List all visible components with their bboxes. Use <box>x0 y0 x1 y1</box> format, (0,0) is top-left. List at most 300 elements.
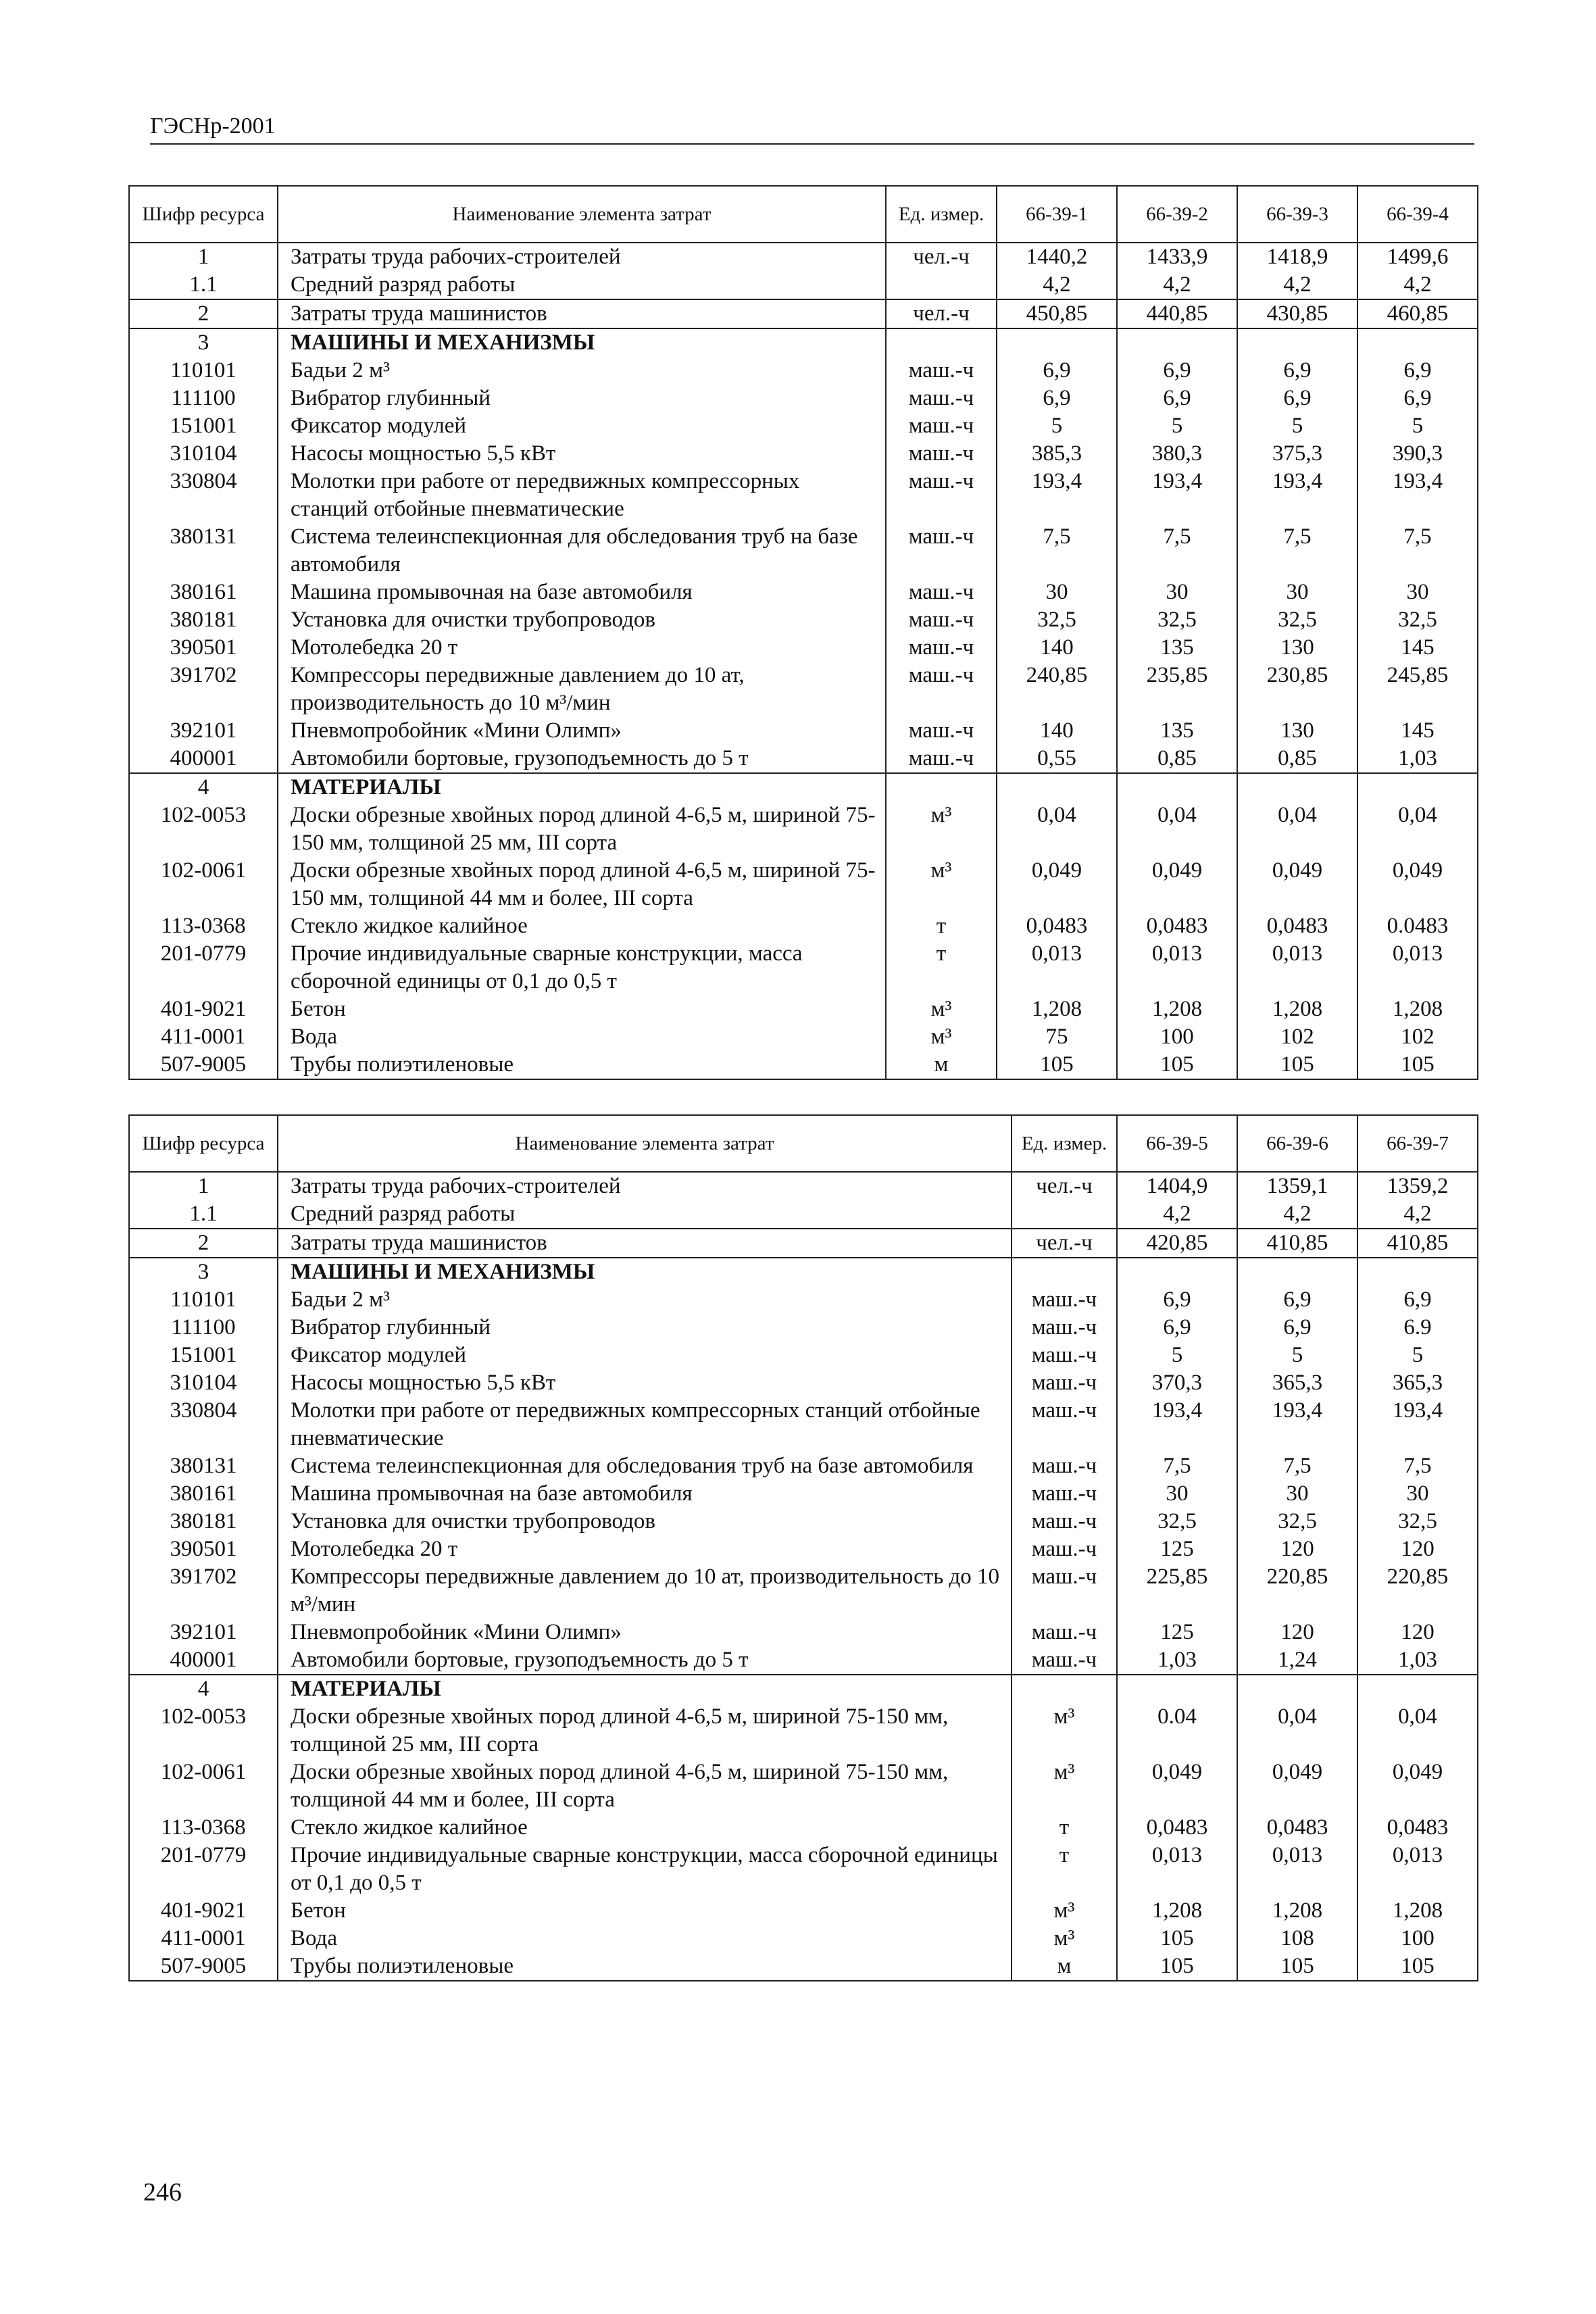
table-row <box>129 328 1478 357</box>
cost-element-name: Стекло жидкое калийное <box>278 1814 1012 1842</box>
norm-value: 1,208 <box>1237 1897 1357 1925</box>
unit-of-measure: м <box>886 1051 997 1079</box>
norm-value: 30 <box>1117 578 1237 606</box>
resource-code: 110101 <box>129 1286 278 1314</box>
norm-value: 30 <box>1357 1480 1478 1508</box>
resource-code: 330804 <box>129 468 278 523</box>
norm-value: 32,5 <box>997 606 1117 634</box>
cost-element-name: Бетон <box>278 995 886 1023</box>
norm-value <box>997 773 1117 802</box>
column-header: Наименование элемента затрат <box>278 1115 1012 1172</box>
resource-code: 111100 <box>129 1314 278 1341</box>
norm-value: 0,049 <box>1357 1758 1478 1814</box>
norm-value: 135 <box>1117 717 1237 745</box>
norm-value <box>1357 328 1478 357</box>
resource-code: 310104 <box>129 440 278 468</box>
norm-value: 5 <box>1357 1341 1478 1369</box>
resource-code: 201-0779 <box>129 940 278 995</box>
unit-of-measure: м³ <box>1012 1758 1117 1814</box>
column-header: 66-39-3 <box>1237 186 1357 243</box>
resource-code: 390501 <box>129 634 278 662</box>
column-header: 66-39-6 <box>1237 1115 1357 1172</box>
table-row <box>129 1229 1478 1258</box>
norm-value: 0,85 <box>1117 745 1237 773</box>
cost-element-name: МАШИНЫ И МЕХАНИЗМЫ <box>278 1258 1012 1286</box>
norm-value: 30 <box>997 578 1117 606</box>
unit-of-measure: т <box>1012 1842 1117 1897</box>
norm-value: 1,208 <box>1117 995 1237 1023</box>
unit-of-measure <box>1012 1675 1117 1703</box>
unit-of-measure <box>886 773 997 802</box>
resource-code: 392101 <box>129 1619 278 1646</box>
unit-of-measure: м³ <box>1012 1897 1117 1925</box>
table-row <box>129 271 1478 299</box>
norm-value: 0,04 <box>1357 802 1478 857</box>
unit-of-measure: маш.-ч <box>886 523 997 578</box>
header-divider <box>150 143 1474 145</box>
unit-of-measure: маш.-ч <box>1012 1619 1117 1646</box>
norm-value: 0,04 <box>1237 1703 1357 1758</box>
norm-value: 5 <box>1117 1341 1237 1369</box>
cost-element-name: Фиксатор модулей <box>278 412 886 440</box>
norm-value: 1,208 <box>1357 995 1478 1023</box>
cost-element-name: Затраты труда машинистов <box>278 299 886 328</box>
norm-value: 6,9 <box>1117 1286 1237 1314</box>
norm-value: 0,0483 <box>1237 1814 1357 1842</box>
norm-value: 0,049 <box>1237 857 1357 912</box>
resource-code: 391702 <box>129 1563 278 1619</box>
norm-value: 7,5 <box>1117 523 1237 578</box>
table-header-row <box>129 186 1478 243</box>
norm-value: 4,2 <box>1237 271 1357 299</box>
norm-value: 100 <box>1357 1925 1478 1952</box>
column-header: Шифр ресурса <box>129 1115 278 1172</box>
table-row <box>129 1200 1478 1229</box>
norm-value: 0,049 <box>1357 857 1478 912</box>
norm-value: 108 <box>1237 1925 1357 1952</box>
unit-of-measure: т <box>1012 1814 1117 1842</box>
norm-value: 120 <box>1237 1535 1357 1563</box>
unit-of-measure: м³ <box>1012 1925 1117 1952</box>
resource-code: 113-0368 <box>129 912 278 940</box>
cost-element-name: Система телеинспекционная для обследования труб на базе автомобиля <box>278 1452 1012 1480</box>
norm-value: 385,3 <box>997 440 1117 468</box>
norm-value: 1404,9 <box>1117 1172 1237 1200</box>
resource-code: 201-0779 <box>129 1842 278 1897</box>
norm-value: 0,04 <box>1117 802 1237 857</box>
norm-value: 140 <box>997 634 1117 662</box>
norm-value: 1418,9 <box>1237 243 1357 271</box>
norm-value: 6,9 <box>1117 1314 1237 1341</box>
resource-code: 1.1 <box>129 1200 278 1229</box>
resource-code: 1.1 <box>129 271 278 299</box>
norm-value: 440,85 <box>1117 299 1237 328</box>
norm-value: 460,85 <box>1357 299 1478 328</box>
resource-code: 401-9021 <box>129 1897 278 1925</box>
cost-element-name: Затраты труда рабочих-строителей <box>278 1172 1012 1200</box>
norm-value: 135 <box>1117 634 1237 662</box>
norm-value: 6,9 <box>1357 357 1478 385</box>
norm-value: 0,049 <box>997 857 1117 912</box>
norm-value: 7,5 <box>1117 1452 1237 1480</box>
cost-element-name: Вода <box>278 1023 886 1051</box>
norm-value: 1,208 <box>997 995 1117 1023</box>
cost-element-name: Молотки при работе от передвижных компрессорных станций отбойные пневматические <box>278 468 886 523</box>
resource-code: 110101 <box>129 357 278 385</box>
table-row <box>129 1369 1478 1397</box>
table-row <box>129 662 1478 717</box>
norm-value: 410,85 <box>1237 1229 1357 1258</box>
norm-value: 193,4 <box>1117 468 1237 523</box>
table-row <box>129 912 1478 940</box>
norm-value: 430,85 <box>1237 299 1357 328</box>
cost-element-name: Доски обрезные хвойных пород длиной 4-6,5 м, шириной 75-150 мм, толщиной 25 мм, III сорта <box>278 802 886 857</box>
norm-value: 193,4 <box>997 468 1117 523</box>
resource-code: 102-0061 <box>129 857 278 912</box>
norm-value: 6,9 <box>1237 1286 1357 1314</box>
table-row <box>129 995 1478 1023</box>
norm-value: 6,9 <box>997 357 1117 385</box>
cost-element-name: Бадьи 2 м³ <box>278 1286 1012 1314</box>
norm-value: 1,24 <box>1237 1646 1357 1675</box>
column-header: 66-39-1 <box>997 186 1117 243</box>
resource-code: 151001 <box>129 1341 278 1369</box>
norm-value: 105 <box>1237 1952 1357 1981</box>
cost-element-name: Вибратор глубинный <box>278 385 886 412</box>
norm-value: 1359,1 <box>1237 1172 1357 1200</box>
table-row <box>129 1452 1478 1480</box>
cost-element-name: Мотолебедка 20 т <box>278 634 886 662</box>
norm-value: 0,0483 <box>997 912 1117 940</box>
table-row <box>129 1508 1478 1535</box>
table-row <box>129 1341 1478 1369</box>
resource-code: 4 <box>129 1675 278 1703</box>
table-row <box>129 1675 1478 1703</box>
resource-code: 2 <box>129 1229 278 1258</box>
table-row <box>129 299 1478 328</box>
norm-value: 390,3 <box>1357 440 1478 468</box>
norm-value: 0,013 <box>1237 940 1357 995</box>
table-row <box>129 1258 1478 1286</box>
table-row <box>129 1023 1478 1051</box>
resource-code: 1 <box>129 243 278 271</box>
resource-code: 392101 <box>129 717 278 745</box>
cost-element-name: Автомобили бортовые, грузоподъемность до 5 т <box>278 745 886 773</box>
unit-of-measure: маш.-ч <box>1012 1646 1117 1675</box>
column-header: 66-39-4 <box>1357 186 1478 243</box>
norm-value: 4,2 <box>1237 1200 1357 1229</box>
norm-value: 7,5 <box>1237 1452 1357 1480</box>
norm-value: 365,3 <box>1237 1369 1357 1397</box>
norm-value: 145 <box>1357 717 1478 745</box>
norm-value: 220,85 <box>1237 1563 1357 1619</box>
table-row <box>129 1925 1478 1952</box>
norm-value: 6,9 <box>997 385 1117 412</box>
cost-element-name: Компрессоры передвижные давлением до 10 ат, производительность до 10 м³/мин <box>278 1563 1012 1619</box>
table-row <box>129 1842 1478 1897</box>
unit-of-measure: маш.-ч <box>886 440 997 468</box>
norm-value: 6,9 <box>1357 1286 1478 1314</box>
norm-value: 6,9 <box>1117 357 1237 385</box>
unit-of-measure: маш.-ч <box>886 662 997 717</box>
norm-value: 5 <box>997 412 1117 440</box>
cost-element-name: Средний разряд работы <box>278 1200 1012 1229</box>
norm-value: 6.9 <box>1357 1314 1478 1341</box>
table-row <box>129 1286 1478 1314</box>
unit-of-measure: м³ <box>1012 1703 1117 1758</box>
norm-value: 1,208 <box>1357 1897 1478 1925</box>
norm-value <box>1117 773 1237 802</box>
norm-value: 105 <box>1117 1952 1237 1981</box>
norm-value <box>1237 328 1357 357</box>
unit-of-measure: маш.-ч <box>886 606 997 634</box>
cost-element-name: Автомобили бортовые, грузоподъемность до 5 т <box>278 1646 1012 1675</box>
resource-code: 380161 <box>129 578 278 606</box>
norm-value: 1359,2 <box>1357 1172 1478 1200</box>
norm-value: 193,4 <box>1237 468 1357 523</box>
table-row <box>129 385 1478 412</box>
table-row <box>129 243 1478 271</box>
norm-value: 125 <box>1117 1535 1237 1563</box>
norm-value: 105 <box>1117 1051 1237 1079</box>
table-row <box>129 802 1478 857</box>
table-row <box>129 1480 1478 1508</box>
resource-code: 4 <box>129 773 278 802</box>
norm-value: 102 <box>1237 1023 1357 1051</box>
norm-value: 220,85 <box>1357 1563 1478 1619</box>
norm-value: 0,0483 <box>1357 1814 1478 1842</box>
cost-element-name: Средний разряд работы <box>278 271 886 299</box>
unit-of-measure: т <box>886 940 997 995</box>
norm-value: 30 <box>1357 578 1478 606</box>
norm-value: 6,9 <box>1117 385 1237 412</box>
norm-value: 6,9 <box>1237 385 1357 412</box>
resource-code: 3 <box>129 328 278 357</box>
norm-value: 4,2 <box>997 271 1117 299</box>
unit-of-measure: маш.-ч <box>1012 1452 1117 1480</box>
column-header: 66-39-5 <box>1117 1115 1237 1172</box>
unit-of-measure: маш.-ч <box>1012 1397 1117 1452</box>
resource-code: 330804 <box>129 1397 278 1452</box>
cost-element-name: Доски обрезные хвойных пород длиной 4-6,5 м, шириной 75-150 мм, толщиной 44 мм и более, III сорта <box>278 857 886 912</box>
cost-element-name: Машина промывочная на базе автомобиля <box>278 1480 1012 1508</box>
norm-value: 102 <box>1357 1023 1478 1051</box>
unit-of-measure: м³ <box>886 802 997 857</box>
norm-value: 32,5 <box>1357 1508 1478 1535</box>
cost-element-name: Вода <box>278 1925 1012 1952</box>
cost-element-name: Система телеинспекционная для обследования труб на базе автомобиля <box>278 523 886 578</box>
norm-value: 0,04 <box>997 802 1117 857</box>
cost-element-name: Затраты труда машинистов <box>278 1229 1012 1258</box>
unit-of-measure <box>886 328 997 357</box>
cost-element-name: МАТЕРИАЛЫ <box>278 1675 1012 1703</box>
resource-code: 411-0001 <box>129 1023 278 1051</box>
norm-value: 120 <box>1237 1619 1357 1646</box>
norm-value: 365,3 <box>1357 1369 1478 1397</box>
unit-of-measure: маш.-ч <box>1012 1314 1117 1341</box>
norm-value: 0,0483 <box>1237 912 1357 940</box>
unit-of-measure: маш.-ч <box>886 634 997 662</box>
unit-of-measure: чел.-ч <box>1012 1172 1117 1200</box>
resource-code: 1 <box>129 1172 278 1200</box>
unit-of-measure: т <box>886 912 997 940</box>
table-row <box>129 1397 1478 1452</box>
cost-element-name: Машина промывочная на базе автомобиля <box>278 578 886 606</box>
norm-value: 7,5 <box>1357 1452 1478 1480</box>
cost-element-name: Молотки при работе от передвижных компрессорных станций отбойные пневматические <box>278 1397 1012 1452</box>
norm-value: 5 <box>1237 1341 1357 1369</box>
unit-of-measure: чел.-ч <box>1012 1229 1117 1258</box>
norm-value: 375,3 <box>1237 440 1357 468</box>
norm-value: 32,5 <box>1117 1508 1237 1535</box>
table-row <box>129 1897 1478 1925</box>
table-row <box>129 357 1478 385</box>
unit-of-measure <box>886 271 997 299</box>
norm-value: 0,013 <box>1117 940 1237 995</box>
norm-value: 235,85 <box>1117 662 1237 717</box>
norm-value: 370,3 <box>1117 1369 1237 1397</box>
column-header: Ед. измер. <box>1012 1115 1117 1172</box>
norm-value: 4,2 <box>1357 1200 1478 1229</box>
table-header-row <box>129 1115 1478 1172</box>
norm-value: 120 <box>1357 1535 1478 1563</box>
resource-code: 401-9021 <box>129 995 278 1023</box>
cost-element-name: Трубы полиэтиленовые <box>278 1051 886 1079</box>
table-row <box>129 1172 1478 1200</box>
cost-element-name: Пневмопробойник «Мини Олимп» <box>278 1619 1012 1646</box>
table-row <box>129 468 1478 523</box>
table-row <box>129 440 1478 468</box>
norm-value: 450,85 <box>997 299 1117 328</box>
norm-value: 32,5 <box>1237 1508 1357 1535</box>
norm-value: 1,03 <box>1117 1646 1237 1675</box>
column-header: Ед. измер. <box>886 186 997 243</box>
cost-element-name: Насосы мощностью 5,5 кВт <box>278 440 886 468</box>
norm-value: 75 <box>997 1023 1117 1051</box>
unit-of-measure: маш.-ч <box>1012 1480 1117 1508</box>
norm-value: 105 <box>1237 1051 1357 1079</box>
norm-value: 140 <box>997 717 1117 745</box>
unit-of-measure <box>1012 1200 1117 1229</box>
norm-value: 105 <box>1357 1952 1478 1981</box>
table-row <box>129 1703 1478 1758</box>
norm-value: 0,013 <box>1357 940 1478 995</box>
cost-element-name: МАТЕРИАЛЫ <box>278 773 886 802</box>
norm-value: 7,5 <box>997 523 1117 578</box>
cost-element-name: Затраты труда рабочих-строителей <box>278 243 886 271</box>
table-row <box>129 606 1478 634</box>
norm-value: 0,049 <box>1117 857 1237 912</box>
cost-element-name: Бетон <box>278 1897 1012 1925</box>
unit-of-measure: маш.-ч <box>886 412 997 440</box>
norm-value: 1,03 <box>1357 745 1478 773</box>
unit-of-measure: маш.-ч <box>1012 1286 1117 1314</box>
norm-value: 410,85 <box>1357 1229 1478 1258</box>
resource-code: 380131 <box>129 523 278 578</box>
norm-value <box>1357 773 1478 802</box>
norm-value: 0,013 <box>1357 1842 1478 1897</box>
norm-value: 30 <box>1237 578 1357 606</box>
norm-value <box>1117 1258 1237 1286</box>
table-row <box>129 745 1478 773</box>
resource-code: 390501 <box>129 1535 278 1563</box>
cost-element-name: Вибратор глубинный <box>278 1314 1012 1341</box>
norm-value: 0.0483 <box>1357 912 1478 940</box>
cost-element-name: Компрессоры передвижные давлением до 10 ат, производительность до 10 м³/мин <box>278 662 886 717</box>
resource-code: 400001 <box>129 1646 278 1675</box>
table-row <box>129 523 1478 578</box>
table-row <box>129 1535 1478 1563</box>
table-row <box>129 1051 1478 1079</box>
norm-value: 225,85 <box>1117 1563 1237 1619</box>
norm-value: 6,9 <box>1357 385 1478 412</box>
column-header: 66-39-2 <box>1117 186 1237 243</box>
resource-code: 113-0368 <box>129 1814 278 1842</box>
resource-code: 310104 <box>129 1369 278 1397</box>
norm-value: 0,55 <box>997 745 1117 773</box>
cost-element-name: Установка для очистки трубопроводов <box>278 606 886 634</box>
resource-code: 102-0061 <box>129 1758 278 1814</box>
cost-element-name: Установка для очистки трубопроводов <box>278 1508 1012 1535</box>
unit-of-measure: маш.-ч <box>886 385 997 412</box>
table-row <box>129 773 1478 802</box>
norm-value: 32,5 <box>1357 606 1478 634</box>
norm-value: 230,85 <box>1237 662 1357 717</box>
norm-value: 193,4 <box>1357 468 1478 523</box>
norm-value: 0,04 <box>1357 1703 1478 1758</box>
cost-element-name: Насосы мощностью 5,5 кВт <box>278 1369 1012 1397</box>
norm-value: 32,5 <box>1117 606 1237 634</box>
cost-element-name: Прочие индивидуальные сварные конструкции, масса сборочной единицы от 0,1 до 0,5 т <box>278 940 886 995</box>
table-row <box>129 1758 1478 1814</box>
unit-of-measure: маш.-ч <box>1012 1369 1117 1397</box>
norm-value: 145 <box>1357 634 1478 662</box>
norm-value: 0,013 <box>1237 1842 1357 1897</box>
norm-value: 5 <box>1117 412 1237 440</box>
cost-element-name: Трубы полиэтиленовые <box>278 1952 1012 1981</box>
norm-value: 420,85 <box>1117 1229 1237 1258</box>
table-row <box>129 634 1478 662</box>
norm-value: 100 <box>1117 1023 1237 1051</box>
norm-value <box>1117 1675 1237 1703</box>
unit-of-measure: маш.-ч <box>1012 1341 1117 1369</box>
norm-value: 0,85 <box>1237 745 1357 773</box>
norm-value: 5 <box>1357 412 1478 440</box>
unit-of-measure: маш.-ч <box>1012 1535 1117 1563</box>
resource-code: 380181 <box>129 1508 278 1535</box>
norm-value: 0,049 <box>1237 1758 1357 1814</box>
norm-value: 193,4 <box>1117 1397 1237 1452</box>
unit-of-measure <box>1012 1258 1117 1286</box>
norm-value: 125 <box>1117 1619 1237 1646</box>
unit-of-measure: чел.-ч <box>886 299 997 328</box>
page-header-title: ГЭСНр-2001 <box>150 114 276 139</box>
resource-table-2 <box>128 1114 1478 1981</box>
column-header: 66-39-7 <box>1357 1115 1478 1172</box>
resource-code: 411-0001 <box>129 1925 278 1952</box>
norm-value <box>1237 1675 1357 1703</box>
norm-value: 0,013 <box>1117 1842 1237 1897</box>
resource-code: 380161 <box>129 1480 278 1508</box>
norm-value: 1440,2 <box>997 243 1117 271</box>
table-row <box>129 1563 1478 1619</box>
resource-code: 2 <box>129 299 278 328</box>
norm-value: 30 <box>1117 1480 1237 1508</box>
norm-value: 0,04 <box>1237 802 1357 857</box>
norm-value: 105 <box>997 1051 1117 1079</box>
unit-of-measure: м³ <box>886 1023 997 1051</box>
norm-value <box>1357 1258 1478 1286</box>
